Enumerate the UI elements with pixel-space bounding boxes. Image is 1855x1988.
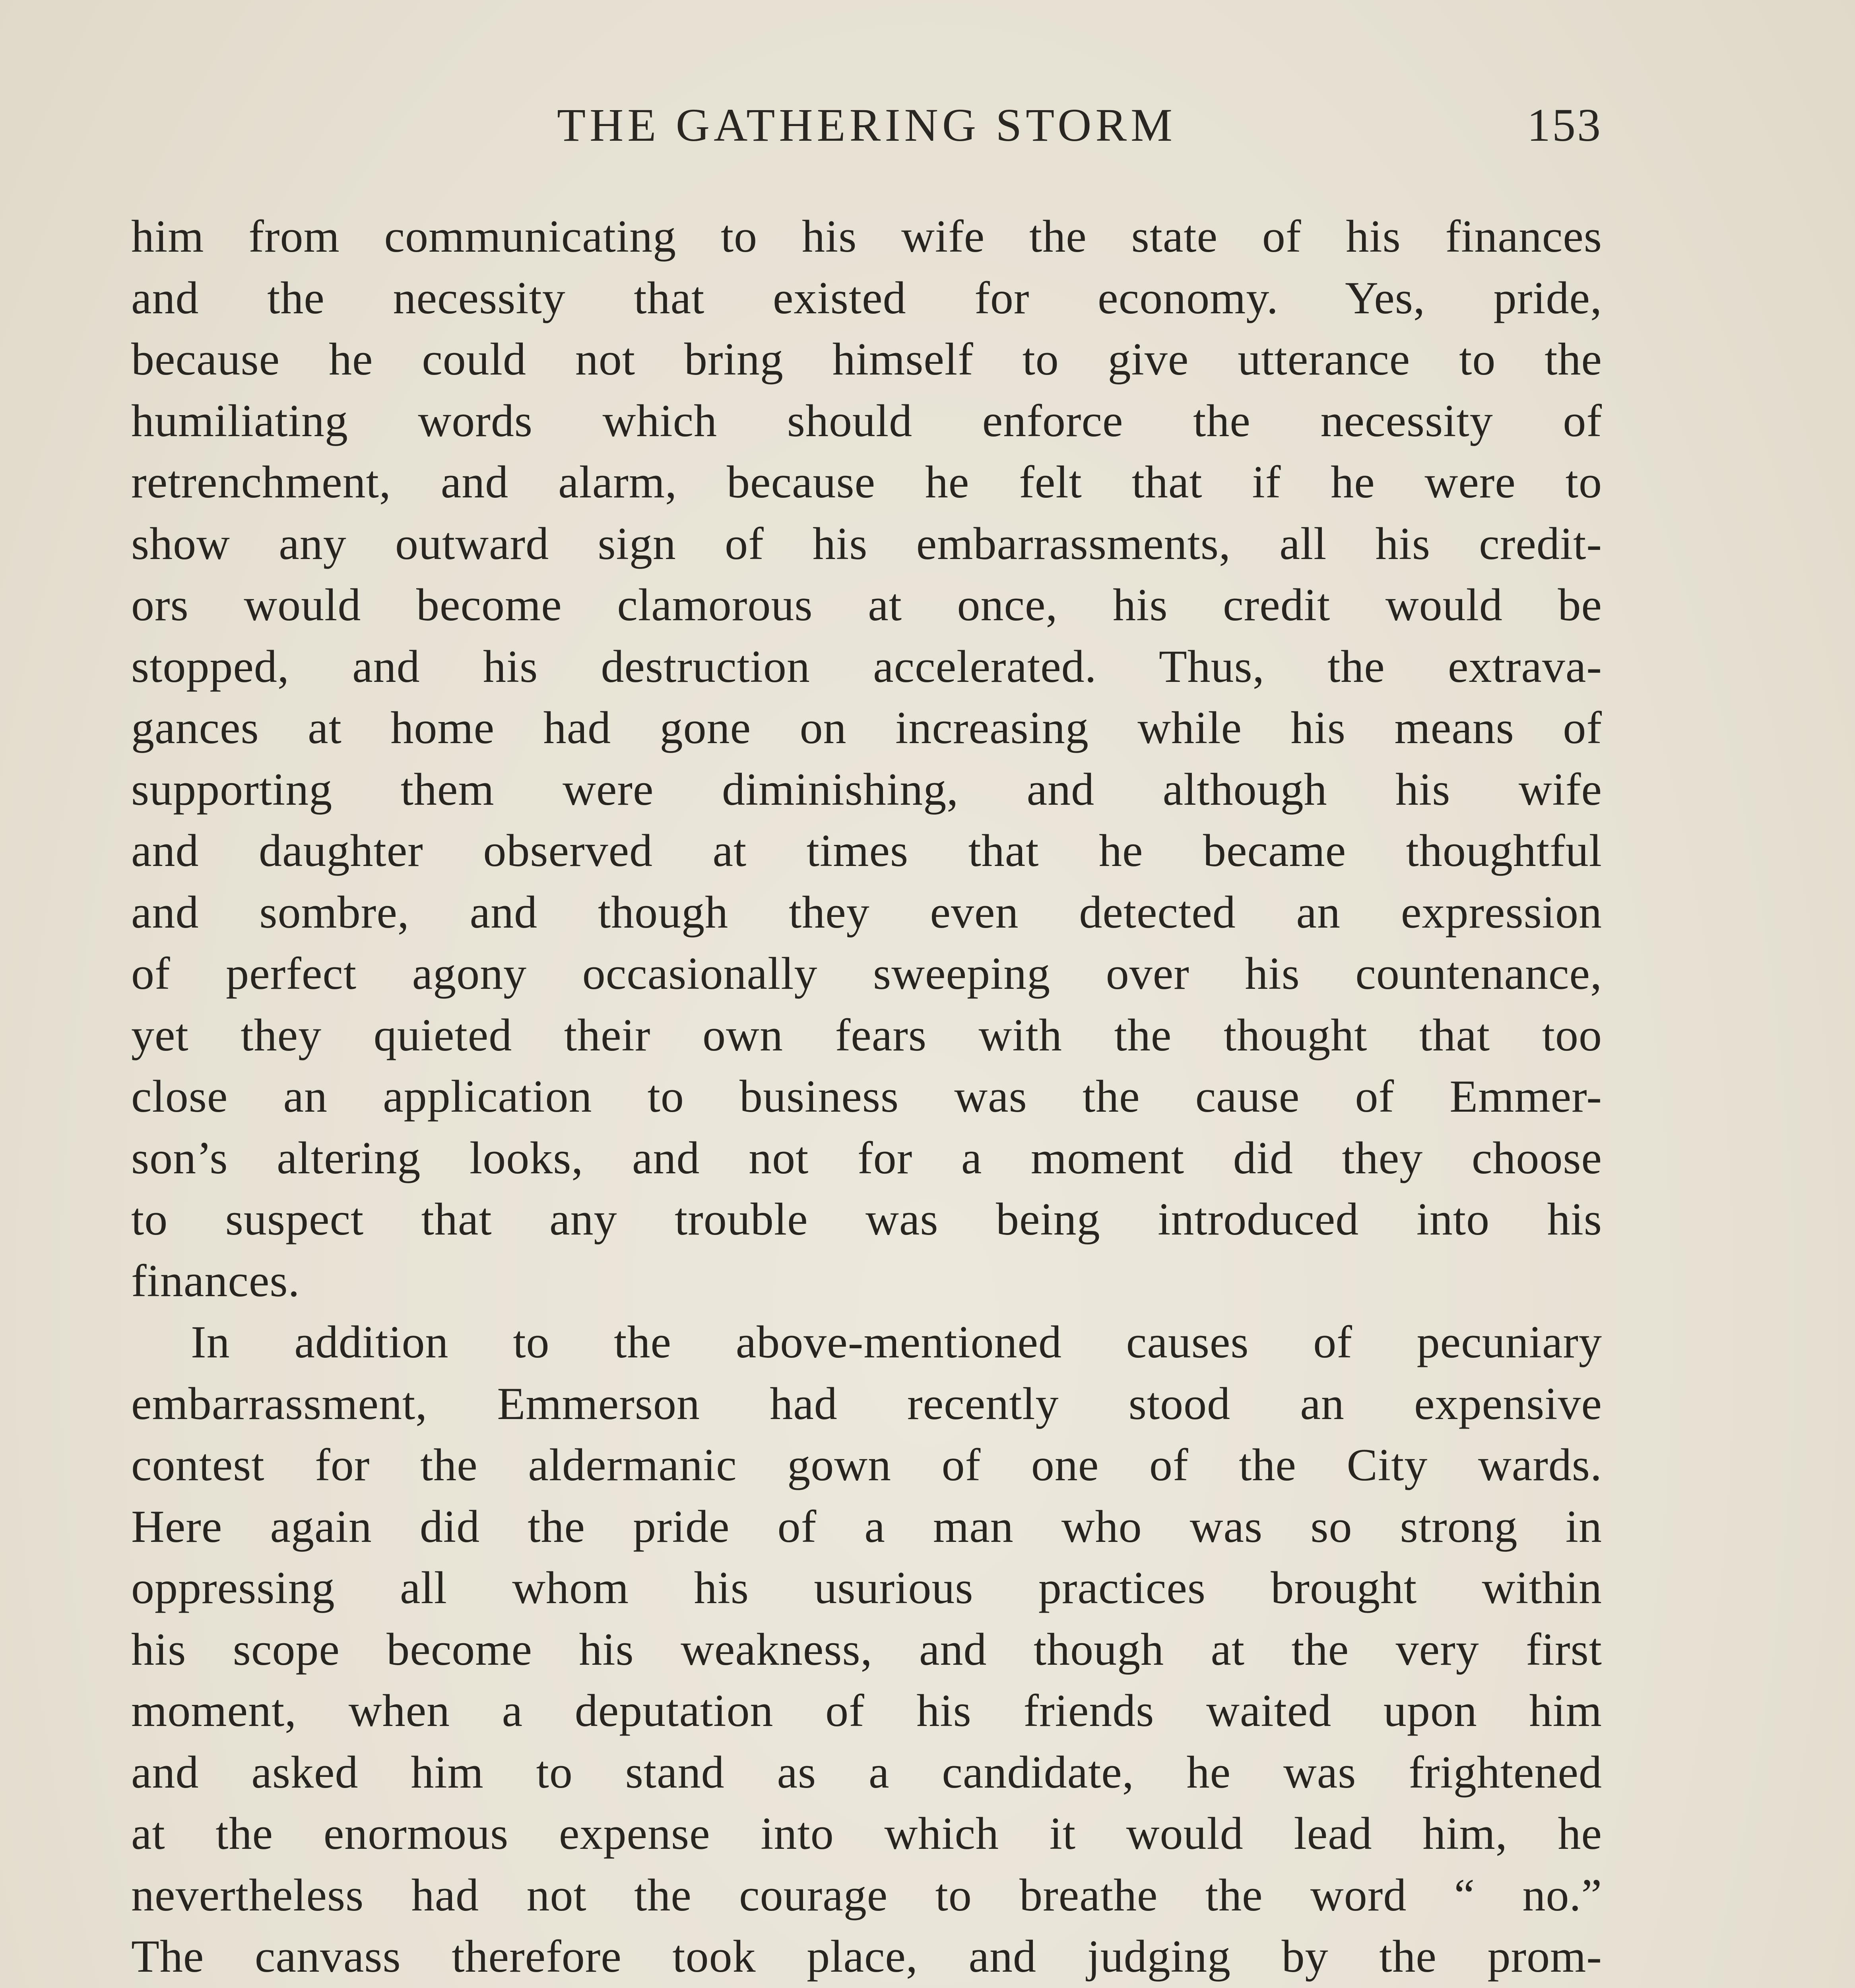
text-line: stopped, and his destruction accelerated. Thus, the extrava- (131, 641, 1602, 692)
text-line: show any outward sign of his embarrassments, all his credit- (131, 518, 1602, 569)
text-line: retrenchment, and alarm, because he felt that if he were to (131, 457, 1602, 508)
text-line: yet they quieted their own fears with the thought that too (131, 1010, 1602, 1061)
text-line: embarrassment, Emmerson had recently stood an expensive (131, 1378, 1602, 1429)
text-line: nevertheless had not the courage to breathe the word “ no.” (131, 1870, 1602, 1921)
text-line: and the necessity that existed for economy. Yes, pride, (131, 272, 1602, 324)
text-line: gances at home had gone on increasing while his means of (131, 703, 1602, 753)
text-line-paragraph-end: finances. (131, 1255, 300, 1307)
text-line: Here again did the pride of a man who was so strong in (131, 1501, 1602, 1552)
text-line: of perfect agony occasionally sweeping over his countenance, (131, 948, 1602, 999)
text-line: ors would become clamorous at once, his credit would be (131, 580, 1602, 631)
text-line: supporting them were diminishing, and although his wife (131, 764, 1602, 815)
text-line: at the enormous expense into which it would lead him, he (131, 1808, 1602, 1859)
text-line: close an application to business was the cause of Emmer- (131, 1071, 1602, 1122)
text-line: humiliating words which should enforce the necessity of (131, 395, 1602, 447)
page-number: 153 (1527, 99, 1602, 151)
text-line: and daughter observed at times that he became thoughtful (131, 825, 1602, 876)
text-line-paragraph-start: In addition to the above-mentioned causes of pecuniary (191, 1317, 1602, 1368)
text-line: contest for the aldermanic gown of one of the City wards. (131, 1440, 1602, 1491)
text-line: his scope become his weakness, and though at the very first (131, 1624, 1602, 1675)
text-line: moment, when a deputation of his friends waited upon him (131, 1685, 1602, 1736)
text-line: son’s altering looks, and not for a moment did they choose (131, 1132, 1602, 1184)
text-line: and asked him to stand as a candidate, he was frightened (131, 1747, 1602, 1798)
text-line: oppressing all whom his usurious practices brought within (131, 1563, 1602, 1613)
text-line: and sombre, and though they even detected an expression (131, 887, 1602, 938)
running-title: THE GATHERING STORM (557, 99, 1176, 151)
text-line: to suspect that any trouble was being introduced into his (131, 1194, 1602, 1245)
text-line: because he could not bring himself to give utterance to the (131, 334, 1602, 385)
text-line: him from communicating to his wife the state of his finances (131, 211, 1602, 262)
text-line: The canvass therefore took place, and judging by the prom- (131, 1931, 1602, 1982)
running-head (131, 97, 1602, 161)
body-text (131, 206, 1602, 1988)
